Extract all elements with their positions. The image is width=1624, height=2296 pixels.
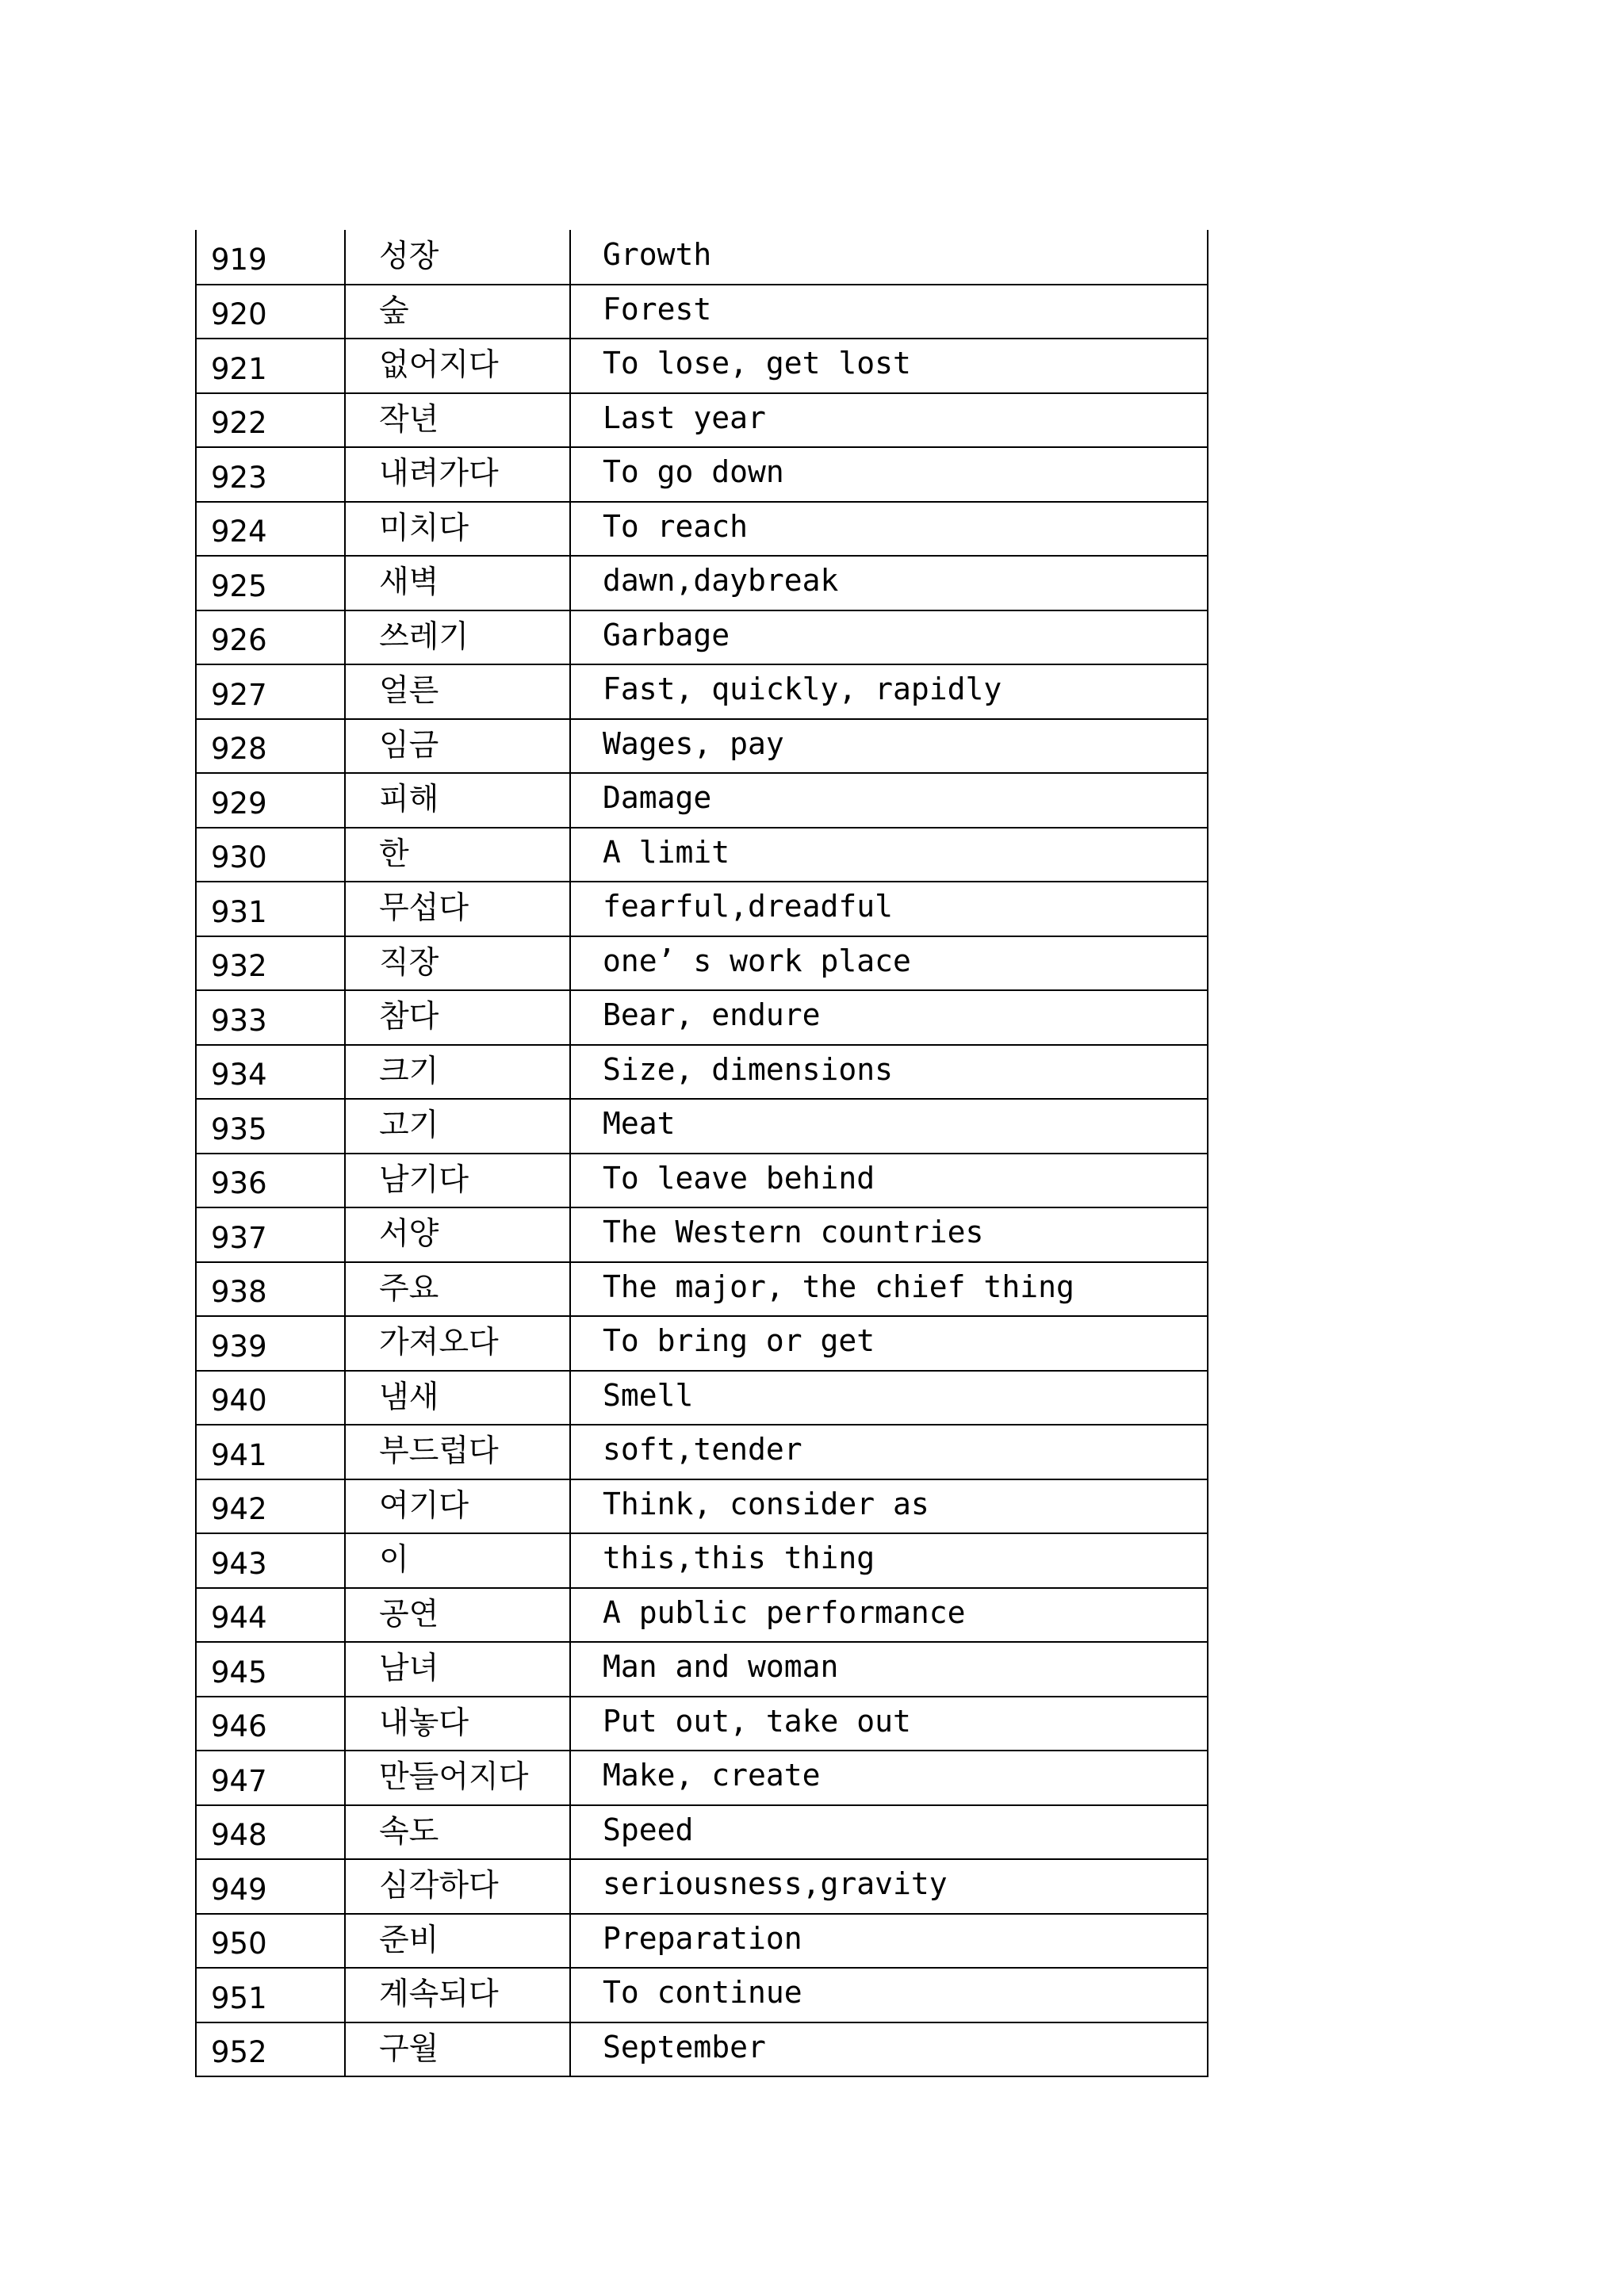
- english-meaning-cell: To leave behind: [570, 1154, 1208, 1208]
- english-meaning-cell: September: [570, 2022, 1208, 2077]
- english-meaning-cell: The Western countries: [570, 1207, 1208, 1262]
- korean-word-cell: 한: [345, 828, 570, 882]
- table-row: [196, 502, 1208, 557]
- table-row: [196, 1697, 1208, 1751]
- korean-word-cell: 서양: [345, 1207, 570, 1262]
- english-meaning-cell: Preparation: [570, 1914, 1208, 1969]
- korean-word-cell: 주요: [345, 1262, 570, 1317]
- entry-number-cell: 920: [196, 285, 345, 339]
- entry-number-cell: 927: [196, 664, 345, 719]
- table-row: [196, 1371, 1208, 1425]
- table-row: [196, 1045, 1208, 1100]
- english-meaning-cell: fearful,dreadful: [570, 882, 1208, 936]
- entry-number-cell: 919: [196, 230, 345, 285]
- korean-word-cell: 새벽: [345, 556, 570, 610]
- english-meaning-cell: Size, dimensions: [570, 1045, 1208, 1100]
- entry-number-cell: 928: [196, 719, 345, 774]
- korean-word-cell: 준비: [345, 1914, 570, 1969]
- entry-number-cell: 948: [196, 1805, 345, 1860]
- vocabulary-table: [195, 230, 1208, 2077]
- korean-word-cell: 미치다: [345, 502, 570, 557]
- table-row: [196, 2022, 1208, 2077]
- english-meaning-cell: Fast, quickly, rapidly: [570, 664, 1208, 719]
- english-meaning-cell: one’ s work place: [570, 936, 1208, 991]
- korean-word-cell: 여기다: [345, 1479, 570, 1534]
- entry-number-cell: 947: [196, 1751, 345, 1805]
- entry-number-cell: 935: [196, 1099, 345, 1154]
- english-meaning-cell: dawn,daybreak: [570, 556, 1208, 610]
- korean-word-cell: 숲: [345, 285, 570, 339]
- table-row: [196, 882, 1208, 936]
- entry-number-cell: 942: [196, 1479, 345, 1534]
- entry-number-cell: 931: [196, 882, 345, 936]
- english-meaning-cell: Forest: [570, 285, 1208, 339]
- korean-word-cell: 냄새: [345, 1371, 570, 1425]
- table-row: [196, 339, 1208, 393]
- entry-number-cell: 923: [196, 447, 345, 502]
- table-row: [196, 1859, 1208, 1914]
- entry-number-cell: 950: [196, 1914, 345, 1969]
- korean-word-cell: 무섭다: [345, 882, 570, 936]
- entry-number-cell: 952: [196, 2022, 345, 2077]
- entry-number-cell: 943: [196, 1533, 345, 1588]
- english-meaning-cell: The major, the chief thing: [570, 1262, 1208, 1317]
- korean-word-cell: 쓰레기: [345, 610, 570, 665]
- korean-word-cell: 만들어지다: [345, 1751, 570, 1805]
- table-row: [196, 1805, 1208, 1860]
- english-meaning-cell: Damage: [570, 773, 1208, 828]
- english-meaning-cell: soft,tender: [570, 1425, 1208, 1479]
- table-row: [196, 719, 1208, 774]
- english-meaning-cell: Garbage: [570, 610, 1208, 665]
- english-meaning-cell: To lose, get lost: [570, 339, 1208, 393]
- entry-number-cell: 940: [196, 1371, 345, 1425]
- entry-number-cell: 932: [196, 936, 345, 991]
- table-row: [196, 936, 1208, 991]
- table-row: [196, 285, 1208, 339]
- table-row: [196, 1099, 1208, 1154]
- table-row: [196, 1751, 1208, 1805]
- table-row: [196, 1914, 1208, 1969]
- table-row: [196, 1642, 1208, 1697]
- entry-number-cell: 938: [196, 1262, 345, 1317]
- korean-word-cell: 내놓다: [345, 1697, 570, 1751]
- english-meaning-cell: Meat: [570, 1099, 1208, 1154]
- english-meaning-cell: To continue: [570, 1968, 1208, 2022]
- english-meaning-cell: To go down: [570, 447, 1208, 502]
- entry-number-cell: 951: [196, 1968, 345, 2022]
- english-meaning-cell: Smell: [570, 1371, 1208, 1425]
- english-meaning-cell: Think, consider as: [570, 1479, 1208, 1534]
- korean-word-cell: 심각하다: [345, 1859, 570, 1914]
- entry-number-cell: 945: [196, 1642, 345, 1697]
- korean-word-cell: 구월: [345, 2022, 570, 2077]
- english-meaning-cell: Put out, take out: [570, 1697, 1208, 1751]
- korean-word-cell: 크기: [345, 1045, 570, 1100]
- korean-word-cell: 작년: [345, 393, 570, 448]
- table-row: [196, 447, 1208, 502]
- english-meaning-cell: Bear, endure: [570, 990, 1208, 1045]
- entry-number-cell: 941: [196, 1425, 345, 1479]
- english-meaning-cell: A public performance: [570, 1588, 1208, 1643]
- entry-number-cell: 944: [196, 1588, 345, 1643]
- english-meaning-cell: Speed: [570, 1805, 1208, 1860]
- korean-word-cell: 고기: [345, 1099, 570, 1154]
- korean-word-cell: 남기다: [345, 1154, 570, 1208]
- table-row: [196, 1588, 1208, 1643]
- korean-word-cell: 가져오다: [345, 1316, 570, 1371]
- english-meaning-cell: Man and woman: [570, 1642, 1208, 1697]
- english-meaning-cell: To reach: [570, 502, 1208, 557]
- korean-word-cell: 속도: [345, 1805, 570, 1860]
- korean-word-cell: 내려가다: [345, 447, 570, 502]
- entry-number-cell: 949: [196, 1859, 345, 1914]
- table-row: [196, 828, 1208, 882]
- table-row: [196, 1207, 1208, 1262]
- korean-word-cell: 계속되다: [345, 1968, 570, 2022]
- entry-number-cell: 925: [196, 556, 345, 610]
- table-row: [196, 1533, 1208, 1588]
- table-row: [196, 990, 1208, 1045]
- english-meaning-cell: Wages, pay: [570, 719, 1208, 774]
- korean-word-cell: 직장: [345, 936, 570, 991]
- english-meaning-cell: Last year: [570, 393, 1208, 448]
- table-row: [196, 1968, 1208, 2022]
- entry-number-cell: 939: [196, 1316, 345, 1371]
- entry-number-cell: 929: [196, 773, 345, 828]
- english-meaning-cell: To bring or get: [570, 1316, 1208, 1371]
- entry-number-cell: 946: [196, 1697, 345, 1751]
- english-meaning-cell: seriousness,gravity: [570, 1859, 1208, 1914]
- vocabulary-table-body: [196, 230, 1208, 2076]
- table-row: [196, 773, 1208, 828]
- korean-word-cell: 부드럽다: [345, 1425, 570, 1479]
- entry-number-cell: 921: [196, 339, 345, 393]
- table-row: [196, 1154, 1208, 1208]
- table-row: [196, 1425, 1208, 1479]
- table-row: [196, 664, 1208, 719]
- korean-word-cell: 없어지다: [345, 339, 570, 393]
- entry-number-cell: 922: [196, 393, 345, 448]
- korean-word-cell: 성장: [345, 230, 570, 285]
- entry-number-cell: 930: [196, 828, 345, 882]
- entry-number-cell: 934: [196, 1045, 345, 1100]
- table-row: [196, 556, 1208, 610]
- table-row: [196, 610, 1208, 665]
- table-row: [196, 393, 1208, 448]
- korean-word-cell: 피해: [345, 773, 570, 828]
- english-meaning-cell: A limit: [570, 828, 1208, 882]
- entry-number-cell: 936: [196, 1154, 345, 1208]
- english-meaning-cell: Growth: [570, 230, 1208, 285]
- entry-number-cell: 926: [196, 610, 345, 665]
- korean-word-cell: 이: [345, 1533, 570, 1588]
- english-meaning-cell: this,this thing: [570, 1533, 1208, 1588]
- korean-word-cell: 공연: [345, 1588, 570, 1643]
- table-row: [196, 1316, 1208, 1371]
- english-meaning-cell: Make, create: [570, 1751, 1208, 1805]
- korean-word-cell: 임금: [345, 719, 570, 774]
- table-row: [196, 230, 1208, 285]
- table-row: [196, 1262, 1208, 1317]
- korean-word-cell: 얼른: [345, 664, 570, 719]
- entry-number-cell: 937: [196, 1207, 345, 1262]
- entry-number-cell: 924: [196, 502, 345, 557]
- korean-word-cell: 참다: [345, 990, 570, 1045]
- korean-word-cell: 남녀: [345, 1642, 570, 1697]
- entry-number-cell: 933: [196, 990, 345, 1045]
- table-row: [196, 1479, 1208, 1534]
